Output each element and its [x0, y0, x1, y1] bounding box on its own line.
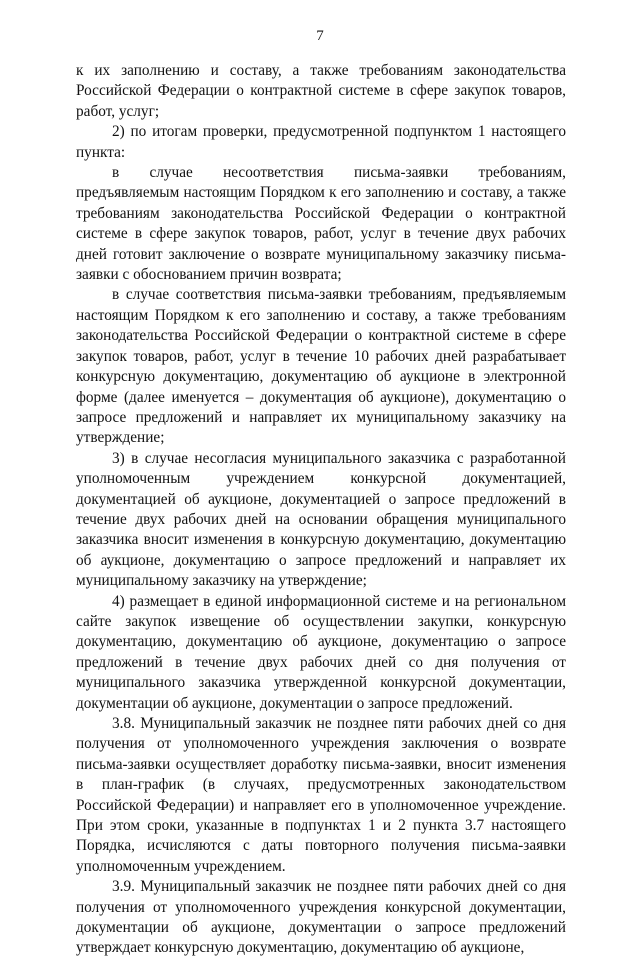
- paragraph-section-3-8: 3.8. Муниципальный заказчик не позднее пяти рабочих дней со дня получения от уполномоченного учреждения заключения о возврате письма-заявки осуществляет доработку письма-заявки, вносит изменения в план-график (в случаях, предусмотренных законодательством Российской Федерации) и направляет его в уполномоченное учреждение. При этом сроки, указанные в подпунктах 1 и 2 пункта 3.7 настоящего Порядка, исчисляются с даты повторного получения письма-заявки уполномоченным учреждением.: [76, 715, 566, 875]
- document-body: [76, 61, 566, 959]
- page-number: 7: [316, 28, 324, 44]
- paragraph-item-2: 2) по итогам проверки, предусмотренной подпунктом 1 настоящего пункта:: [76, 123, 566, 161]
- paragraph-item-4: 4) размещает в единой информационной системе и на региональном сайте закупок извещение об осуществлении закупки, конкурсную документацию, документацию об аукционе, документацию о запросе предложений в течение двух рабочих дней со дня получения от муниципального заказчика утвержденной конкурсной документации, документации об аукционе, документации о запросе предложений.: [76, 592, 566, 712]
- paragraph-mismatch-case: в случае несоответствия письма-заявки требованиям, предъявляемым настоящим Порядком к его заполнению и составу, а также требованиям законодательства Российской Федерации о контрактной системе в сфере закупок товаров, работ, услуг в течение двух рабочих дней готовит заключение о возврате муниципальному заказчику письма-заявки с обоснованием причин возврата;: [76, 164, 566, 284]
- paragraph-match-case: в случае соответствия письма-заявки требованиям, предъявляемым настоящим Порядком к его заполнению и составу, а также требованиям законодательства Российской Федерации о контрактной системе в сфере закупок товаров, работ, услуг в течение 10 рабочих дней разрабатывает конкурсную документацию, документацию об аукционе в электронной форме (далее именуется – документация об аукционе), документацию о запросе предложений и направляет их муниципальному заказчику на утверждение;: [76, 286, 566, 447]
- paragraph-section-3-9: 3.9. Муниципальный заказчик не позднее пяти рабочих дней со дня получения от уполномоченного учреждения конкурсной документации, документации об аукционе, документации о запросе предложений утверждает конкурсную документацию, документацию об аукционе,: [76, 878, 566, 957]
- paragraph-item-3: 3) в случае несогласия муниципального заказчика с разработанной уполномоченным учреждением конкурсной документацией, документацией об аукционе, документацией о запросе предложений в течение двух рабочих дней на основании обращения муниципального заказчика вносит изменения в конкурсную документацию, документацию об аукционе, документацию о запросе предложений и направляет их муниципальному заказчику на утверждение;: [76, 449, 566, 590]
- paragraph-continuation: к их заполнению и составу, а также требованиям законодательства Российской Федерации о контрактной системе в сфере закупок товаров, работ, услуг;: [76, 62, 566, 120]
